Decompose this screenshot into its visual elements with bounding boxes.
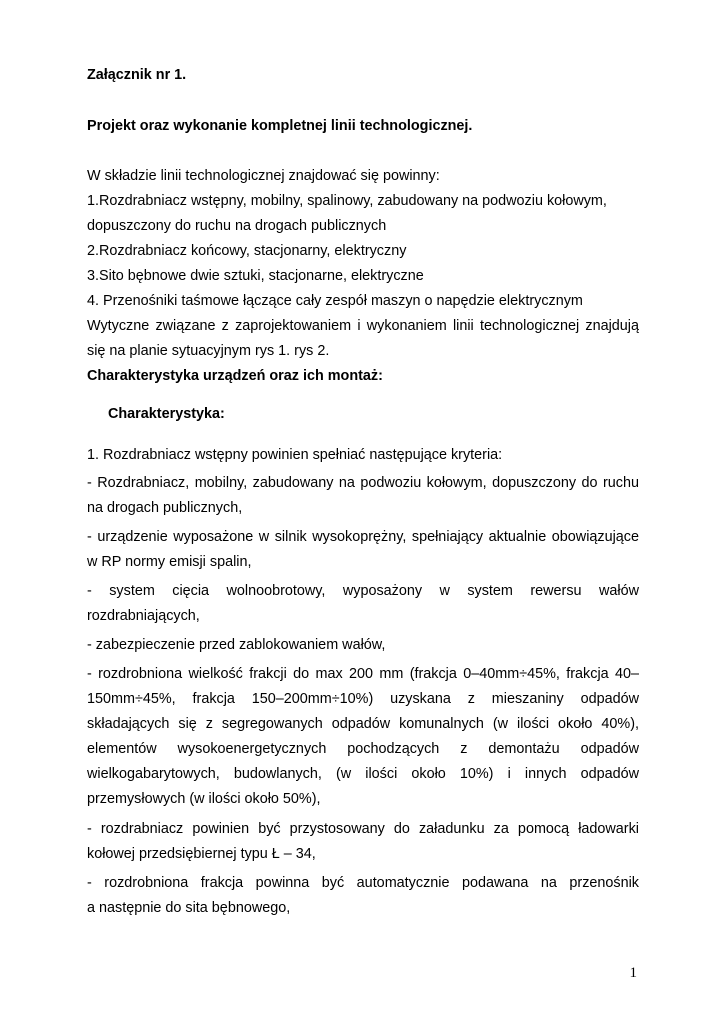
criteria-line: - system cięcia wolnoobrotowy, wyposażony w system rewersu wałów <box>87 583 639 599</box>
document-title: Projekt oraz wykonanie kompletnej linii technologicznej. <box>87 118 473 134</box>
section-heading: Charakterystyka urządzeń oraz ich montaż: <box>87 368 383 384</box>
criteria-line: - zabezpieczenie przed zablokowaniem wałów, <box>87 637 386 653</box>
attachment-label: Załącznik nr 1. <box>87 67 187 83</box>
criteria-line: - Rozdrabniacz, mobilny, zabudowany na podwoziu kołowym, dopuszczony do ruchu <box>87 475 639 491</box>
criteria-line: kołowej przedsiębiernej typu Ł – 34, <box>87 846 316 862</box>
criteria-line: w RP normy emisji spalin, <box>87 554 252 570</box>
page-number: 1 <box>629 965 637 981</box>
criteria-line: wielkogabarytowych, budowlanych, (w ilości około 10%) i innych odpadów <box>87 766 639 782</box>
criteria-line: - urządzenie wyposażone w silnik wysokoprężny, spełniający aktualnie obowiązujące <box>87 529 639 545</box>
body-line: W składzie linii technologicznej znajdować się powinny: <box>87 168 440 184</box>
criteria-line: - rozdrobniona wielkość frakcji do max 200 mm (frakcja 0–40mm÷45%, frakcja 40– <box>87 666 639 682</box>
list-item-4: 4. Przenośniki taśmowe łączące cały zespół maszyn o napędzie elektrycznym <box>87 293 583 309</box>
criteria-line: rozdrabniających, <box>87 608 200 624</box>
criteria-line: składających się z segregowanych odpadów komunalnych (w ilości około 40%), <box>87 716 639 732</box>
criteria-line: 150mm÷45%, frakcja 150–200mm÷10%) uzyskana z mieszaniny odpadów <box>87 691 639 707</box>
criteria-intro: 1. Rozdrabniacz wstępny powinien spełniać następujące kryteria: <box>87 447 503 463</box>
body-line: się na planie sytuacyjnym rys 1. rys 2. <box>87 343 330 359</box>
criteria-line: elementów wysokoenergetycznych pochodzących z demontażu odpadów <box>87 741 639 757</box>
criteria-line: a następnie do sita bębnowego, <box>87 900 291 916</box>
list-item-2: 2.Rozdrabniacz końcowy, stacjonarny, elektryczny <box>87 243 407 259</box>
criteria-line: na drogach publicznych, <box>87 500 243 516</box>
list-item-1-cont: dopuszczony do ruchu na drogach publicznych <box>87 218 387 234</box>
body-line: Wytyczne związane z zaprojektowaniem i wykonaniem linii technologicznej znajdują <box>87 318 639 334</box>
criteria-line: - rozdrobniona frakcja powinna być automatycznie podawana na przenośnik <box>87 875 639 891</box>
list-item-1: 1.Rozdrabniacz wstępny, mobilny, spalinowy, zabudowany na podwoziu kołowym, <box>87 193 607 209</box>
list-item-3: 3.Sito bębnowe dwie sztuki, stacjonarne, elektryczne <box>87 268 424 284</box>
subheading: Charakterystyka: <box>108 406 225 422</box>
criteria-line: - rozdrabniacz powinien być przystosowany do załadunku za pomocą ładowarki <box>87 821 639 837</box>
criteria-line: przemysłowych (w ilości około 50%), <box>87 791 321 807</box>
